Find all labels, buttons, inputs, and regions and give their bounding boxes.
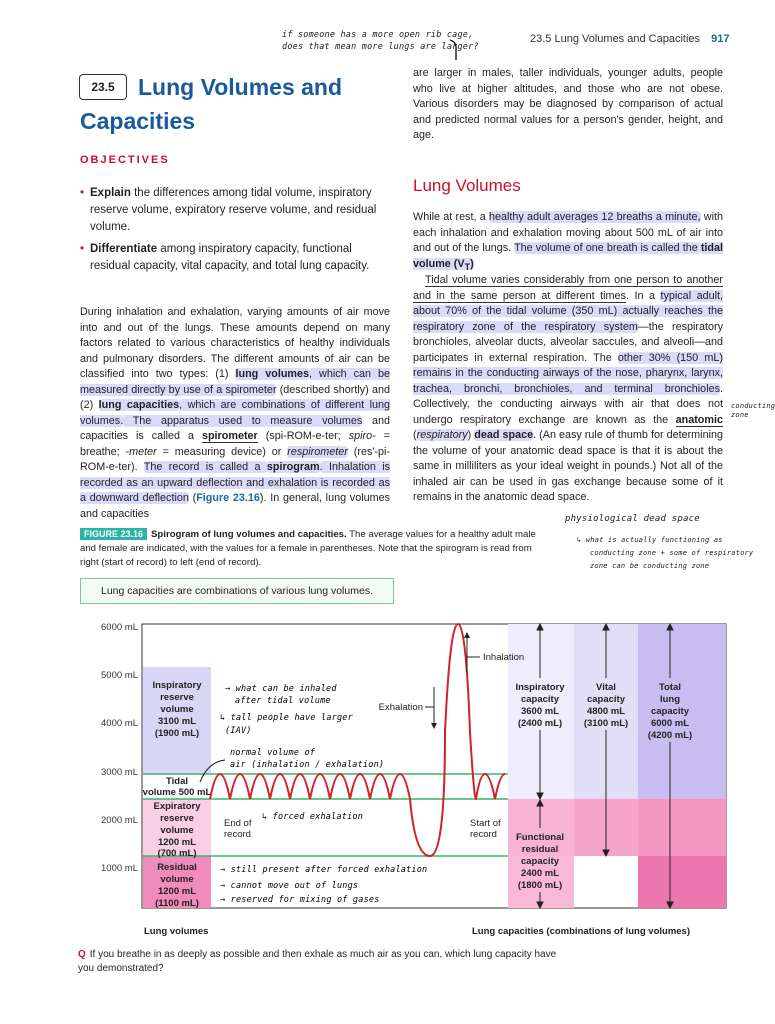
handwritten-physio-note: conducting zone + some of respiratory: [590, 549, 754, 557]
text-run: (: [188, 492, 197, 504]
tv-label: Tidal: [166, 776, 188, 787]
handwritten-irv-note: (IAV): [225, 726, 252, 736]
text-run: (res'-pi-ROM-e-ter).: [80, 445, 391, 473]
term-anatomic: anatomic: [675, 413, 723, 426]
handwritten-irv-note: after tidal volume: [235, 696, 331, 706]
page-number: 917: [711, 33, 730, 45]
objective-text: among inspiratory capacity, functional residual capacity, vital capacity, and total lung capacity.: [90, 243, 370, 272]
text-run: (spi-ROM-e-ter;: [257, 430, 349, 442]
text-run: ). In general, lung volumes and capacities: [80, 492, 391, 520]
handwritten-physio-note: ↳ what is actually functioning as: [577, 536, 723, 544]
lung-capacities-axis-label: Lung capacities (combinations of lung volumes): [472, 926, 690, 937]
figure-caption-text: The average values for a healthy adult male and female are indicated, with the values for a female in parentheses. Note that the spirogram is read from right (start of record) to left (end of record).: [80, 529, 536, 568]
highlight-run: typical adult, about 70% of the tidal volume (350 mL) actually reaches the respiratory zone of the respiratory system: [413, 289, 723, 333]
figure-link[interactable]: Figure 23.16: [196, 492, 260, 504]
end-record-label: record: [224, 829, 251, 840]
frc-label: capacity: [520, 856, 560, 867]
ic-label: (2400 mL): [517, 718, 563, 729]
text-run: During inhalation and exhalation, varying amounts of air move into and out of the lungs. These amounts depend on many factors related to various characteristics of healthy individuals and pulmonary disorders. The different amounts of air can be classified into two types: (1): [80, 306, 390, 380]
term-spiro: spiro-: [348, 430, 376, 442]
figure-question: [78, 948, 558, 976]
rv-label: (1100 mL): [155, 898, 199, 909]
frc-label: (1800 mL): [517, 880, 563, 891]
frc-label: residual: [521, 844, 559, 855]
handwritten-rv-note: → reserved for mixing of gases: [220, 895, 380, 905]
y-tick-label: 1000 mL: [101, 863, 138, 874]
term-meter: -meter: [125, 445, 157, 458]
highlight-run: healthy adult averages 12 breaths a minute,: [489, 211, 701, 223]
irv-label: reserve: [160, 692, 194, 703]
erv-label: reserve: [160, 813, 194, 824]
tlc-label: 6000 mL: [650, 718, 690, 729]
term-dead-space: dead space: [474, 429, 534, 441]
term-spirogram: spirogram: [266, 461, 320, 473]
start-record-label: Start of: [470, 818, 501, 829]
vc-label: (3100 mL): [583, 718, 629, 729]
handwritten-tv-note: normal volume of: [230, 748, 316, 758]
handwritten-irv-note: ↳ tall people have larger: [220, 713, 353, 723]
rv-label: Residual: [157, 862, 197, 873]
subscript: T: [464, 261, 471, 272]
text-run: (described shortly) and (2): [80, 383, 391, 411]
tlc-label: Total: [659, 682, 681, 693]
erv-label: (700 mL): [157, 848, 197, 859]
tlc-label: (4200 mL): [647, 730, 693, 741]
irv-label: (1900 mL): [154, 728, 200, 739]
term-spirometer: spirometer: [201, 430, 258, 442]
term-respiratory: respiratory: [416, 429, 468, 441]
handwritten-bracket-icon: [447, 38, 461, 64]
text-run: (: [413, 429, 417, 441]
frc-label: Functional: [515, 832, 565, 843]
text-run: ): [470, 257, 474, 270]
tlc-label: capacity: [650, 706, 690, 717]
text-run: = measuring device) or: [156, 445, 288, 458]
rv-label: 1200 mL: [157, 886, 197, 897]
question-marker: Q: [78, 949, 86, 960]
objective-verb: Explain: [90, 187, 131, 199]
figure-callout: Lung capacities are combinations of various lung volumes.: [80, 578, 394, 604]
inhalation-label: Inhalation: [483, 652, 525, 663]
figure-label: FIGURE 23.16: [80, 528, 147, 540]
tlc-label: lung: [659, 694, 681, 705]
objective-text: the differences among tidal volume, inspiratory reserve volume, expiratory reserve volume, and residual volume.: [90, 187, 377, 233]
lung-volumes-heading: Lung Volumes: [413, 176, 521, 195]
underlined-run: Tidal volume varies considerably from one person to another and in the same person at different times: [413, 274, 723, 302]
frc-label: 2400 mL: [520, 868, 560, 879]
irv-label: volume: [160, 704, 194, 715]
vc-label: capacity: [586, 694, 626, 705]
text-run: and capacities is called a: [80, 414, 390, 442]
term-tidal-volume: tidal volume (V: [413, 242, 724, 270]
highlight-run: , which can be measured directly by use of a spirometer: [80, 368, 390, 396]
figure-title: Spirogram of lung volumes and capacities.: [151, 529, 347, 540]
irv-label: Inspiratory: [152, 680, 202, 691]
y-tick-label: 2000 mL: [101, 815, 138, 826]
handwritten-rv-note: → still present after forced exhalation: [220, 865, 428, 875]
y-tick-label: 4000 mL: [101, 718, 138, 729]
erv-label: volume: [160, 825, 194, 836]
lung-volumes-para-2: [413, 273, 723, 506]
ic-label: capacity: [520, 694, 560, 705]
end-record-label: End of: [224, 818, 252, 829]
section-header: 23.5 Lung Volumes and Capacities: [530, 33, 701, 45]
ic-label: 3600 mL: [520, 706, 560, 717]
term-lung-volumes: lung volumes: [235, 368, 310, 380]
question-text: If you breathe in as deeply as possible and then exhale as much air as you can, which lung capacity have you demonstrated?: [78, 949, 557, 974]
objective-verb: Differentiate: [90, 243, 158, 255]
highlight-run: The volume of one breath is called the: [514, 242, 701, 254]
irv-label: 3100 mL: [157, 716, 197, 727]
objectives-heading: OBJECTIVES: [80, 154, 170, 166]
right-top-paragraph: are larger in males, taller individuals, younger adults, people who live at higher altitudes, and those who are not obese. Various disorders may be diagnosed by comparison of actual and predicted normal values for a person's gender, height, and age.: [413, 67, 723, 141]
handwritten-note-top-1: if someone has a more open rib cage,: [282, 30, 474, 40]
running-head: [530, 33, 729, 45]
vc-label: Vital: [596, 682, 616, 693]
highlight-run: The record is called a: [143, 461, 267, 473]
highlight-run: other 30% (150 mL) remains in the conducting airways of the nose, pharynx, larynx, trachea, bronchi, bronchioles, and terminal bronchioles: [413, 351, 723, 395]
handwritten-physio-heading: physiological dead space: [565, 514, 700, 524]
exhalation-label: Exhalation: [378, 702, 423, 713]
term-respirometer: respirometer: [287, 445, 348, 458]
figure-caption: [80, 527, 550, 570]
rv-label: volume: [160, 874, 194, 885]
text-run: . Collectively, the conducting airways with air that does not undergo respiratory exchange are known as the: [413, 382, 723, 426]
y-tick-label: 5000 mL: [101, 670, 138, 681]
erv-label: 1200 mL: [157, 837, 197, 848]
handwritten-rv-note: → cannot move out of lungs: [220, 881, 359, 891]
lung-volumes-axis-label: Lung volumes: [144, 926, 209, 937]
erv-label: Expiratory: [153, 801, 201, 812]
highlight-run: . Inhalation is recorded as an upward deflection and exhalation is recorded as a downward deflection: [80, 461, 391, 504]
handwritten-tv-note: air (inhalation / exhalation): [230, 760, 385, 770]
text-run: ): [467, 429, 475, 441]
handwritten-margin-note: conducting zone: [731, 402, 775, 419]
highlight-run: The apparatus used to measure volumes: [123, 414, 363, 427]
section-number: 23.5: [79, 74, 127, 100]
objective-item: • Explain the differences among tidal volume, inspiratory reserve volume, expiratory reserve volume, and residual volume.: [80, 187, 377, 233]
text-run: While at rest, a: [413, 211, 489, 223]
highlight-run: , which are combinations of different lung volumes.: [80, 399, 390, 427]
handwritten-irv-note: → what can be inhaled: [225, 684, 337, 694]
vc-label: 4800 mL: [586, 706, 626, 717]
handwritten-erv-note: ↳ forced exhalation: [262, 812, 364, 822]
y-tick-label: 6000 mL: [101, 622, 138, 633]
handwritten-physio-note: zone can be conducting zone: [590, 562, 710, 570]
ic-label: Inspiratory: [515, 682, 565, 693]
spirogram-diagram: [90, 612, 740, 942]
start-record-label: record: [470, 829, 497, 840]
page-title: Lung Volumes and Capacities: [80, 74, 343, 134]
intro-paragraph: [80, 305, 390, 522]
tlc-column-bottom: [638, 856, 726, 908]
text-run: = breathe;: [80, 430, 390, 458]
tv-label: volume 500 mL: [142, 787, 212, 798]
term-lung-capacities: lung capacities: [98, 399, 180, 411]
objective-item: • Differentiate among inspiratory capacity, functional residual capacity, vital capacity, and total lung capacity.: [80, 243, 370, 272]
text-run: . In a: [625, 289, 661, 302]
text-run: with each inhalation and exhalation moving about 500 mL of air into and out of the lungs.: [413, 211, 724, 254]
y-tick-label: 3000 mL: [101, 767, 138, 778]
lung-volumes-para-1: [413, 210, 723, 275]
text-run: . (An easy rule of thumb for determining the volume of your anatomic dead space is that it is about the same in milliliters as your ideal weight in pounds.) Not all of the inhaled air can be used in gas exchange because some of it remains in the anatomic dead space.: [413, 429, 723, 503]
handwritten-note-top-2: does that mean more lungs are larger?: [282, 42, 479, 52]
text-run: —the respiratory bronchioles, alveolar ducts, alveolar saccules, and alveoli—and participates in external respiration. The: [413, 320, 723, 364]
